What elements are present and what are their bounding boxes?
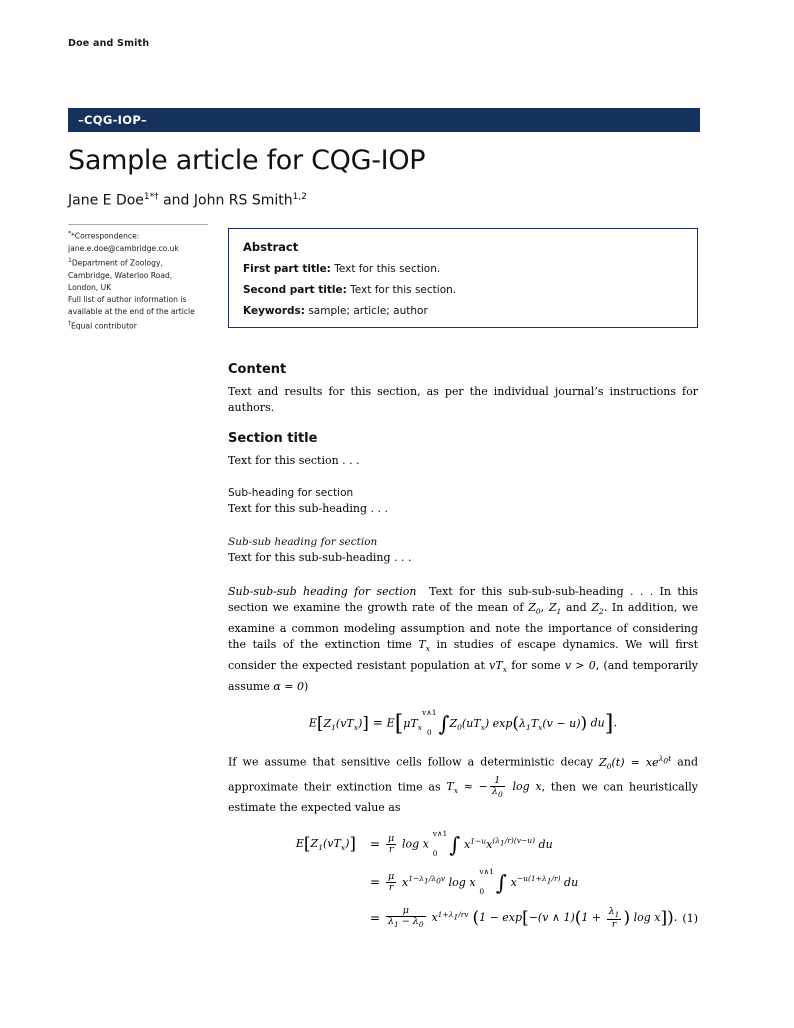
- equation-number: (1): [682, 911, 698, 925]
- subheading-for-section: Sub-heading for section: [228, 487, 354, 500]
- abstract-part-2-text: Text for this section.: [346, 284, 457, 296]
- equation-line-2: = $\frac{\mu}{r}$ $x^{1-\lambda_1/\lambda_0v}$ log x v∧1 0 ∫ $x^{-u(1+\lambda_1/r)}$ du: [369, 867, 579, 896]
- abstract-keywords: [243, 305, 683, 318]
- author-first-marker: 1*†: [143, 192, 159, 202]
- journal-banner-label: –CQG-IOP–: [78, 113, 148, 127]
- author-list: [68, 192, 708, 209]
- section-heading-section-title: Section title: [228, 430, 318, 446]
- equal-contrib-marker: †: [68, 320, 71, 328]
- section-content-paragraph: Text and results for this section, as per the individual journal’s instructions for authors.: [228, 385, 698, 415]
- equation-block-1: [228, 830, 698, 930]
- affiliation-line-1: Department of Zoology,: [71, 258, 163, 268]
- abstract-part-2: [243, 284, 683, 297]
- affiliation-line-3: London, UK: [68, 282, 112, 292]
- section-heading-content: Content: [228, 362, 287, 377]
- abstract-box: [228, 228, 698, 328]
- sub-sub-heading-for-section: Sub-sub heading for section: [228, 535, 378, 548]
- correspondence-label: *Correspondence:: [71, 231, 140, 241]
- affiliation-line-2: Cambridge, Waterloo Road,: [68, 270, 173, 280]
- author-first-name: Jane E Doe: [68, 192, 144, 209]
- abstract-heading: Abstract: [243, 240, 299, 254]
- equation-line-3: = $\frac{\mu}{\lambda_1 - \lambda_0}$ $x^{1+\lambda_1/rv}$ (1 − exp[−(v ∧ 1)(1 + $\frac{\lambda_1}{r}$ ) log x]). (1): [369, 905, 698, 930]
- main-column: [228, 362, 698, 940]
- equation-display-1: $E[Z_1(vT_x)] = E[\mu T_x$ v∧1 0 $\int Z_0(uT_x) \exp(\lambda_1T_x(v - u))$ du].: [308, 708, 618, 737]
- correspondence-marker: *: [68, 230, 71, 237]
- author-info-note-line-1: Full list of author information is: [68, 295, 187, 305]
- keywords-label: Keywords:: [243, 305, 305, 317]
- abstract-part-1-text: Text for this section.: [330, 263, 441, 275]
- sub-sub-sub-heading: Sub-sub-sub heading for section: [228, 585, 417, 599]
- equation-line-1: $E[Z_1(vT_x)]$ = $\frac{\mu}{r}$ log x v∧1 0 ∫ $x^{1-u}x^{(\lambda_1/r)(v-u)}$ du: [295, 828, 553, 858]
- author-second-marker: 1,2: [292, 192, 307, 202]
- sub-sub-sub-paragraph: Sub-sub-sub heading for section Text for this sub-sub-sub-heading . . . In this section we examine the growth rate of the mean of $Z_0$, $Z_1$ and $Z_2$. In addition, we examine a common modeling assumption and note the importance of considering the tails of the extinction time $T_x$ in studies of escape dynamics. We will first consider the expected resistant population at $vT_x$ for some v > 0, (and temporarily assume α = 0): [228, 585, 698, 693]
- affiliation-marker: 1: [68, 256, 72, 264]
- abstract-part-1: [243, 263, 683, 276]
- correspondence-email[interactable]: jane.e.doe@cambridge.co.uk: [68, 243, 179, 253]
- running-head: Doe and Smith: [68, 38, 150, 49]
- abstract-part-1-title: First part title:: [243, 263, 331, 275]
- paragraph-after-equation: If we assume that sensitive cells follow a deterministic decay $Z_0(t) = xe^{\lambda_0t}$ and approximate their extinction time as $T_x$ ≈ − $\frac{1}{\lambda_0}$ log x, then we can heuristically estimate the expected value as: [228, 754, 698, 814]
- author-info-note-line-2: available at the end of the article: [68, 307, 195, 317]
- sub-sub-heading-paragraph: Text for this sub-sub-heading . . .: [228, 550, 412, 564]
- author-second-name: John RS Smith: [193, 192, 293, 209]
- author-conjunction: and: [158, 192, 194, 209]
- journal-banner: [68, 108, 700, 132]
- page-title: Sample article for CQG-IOP: [68, 145, 426, 176]
- margin-notes: [68, 228, 214, 333]
- equal-contributor-note: Equal contributor: [71, 322, 137, 332]
- section-title-paragraph: Text for this section . . .: [228, 453, 360, 467]
- keywords-value: sample; article; author: [304, 305, 428, 317]
- abstract-part-2-title: Second part title:: [243, 284, 347, 296]
- subheading-paragraph: Text for this sub-heading . . .: [228, 502, 389, 516]
- margin-divider: [68, 224, 208, 225]
